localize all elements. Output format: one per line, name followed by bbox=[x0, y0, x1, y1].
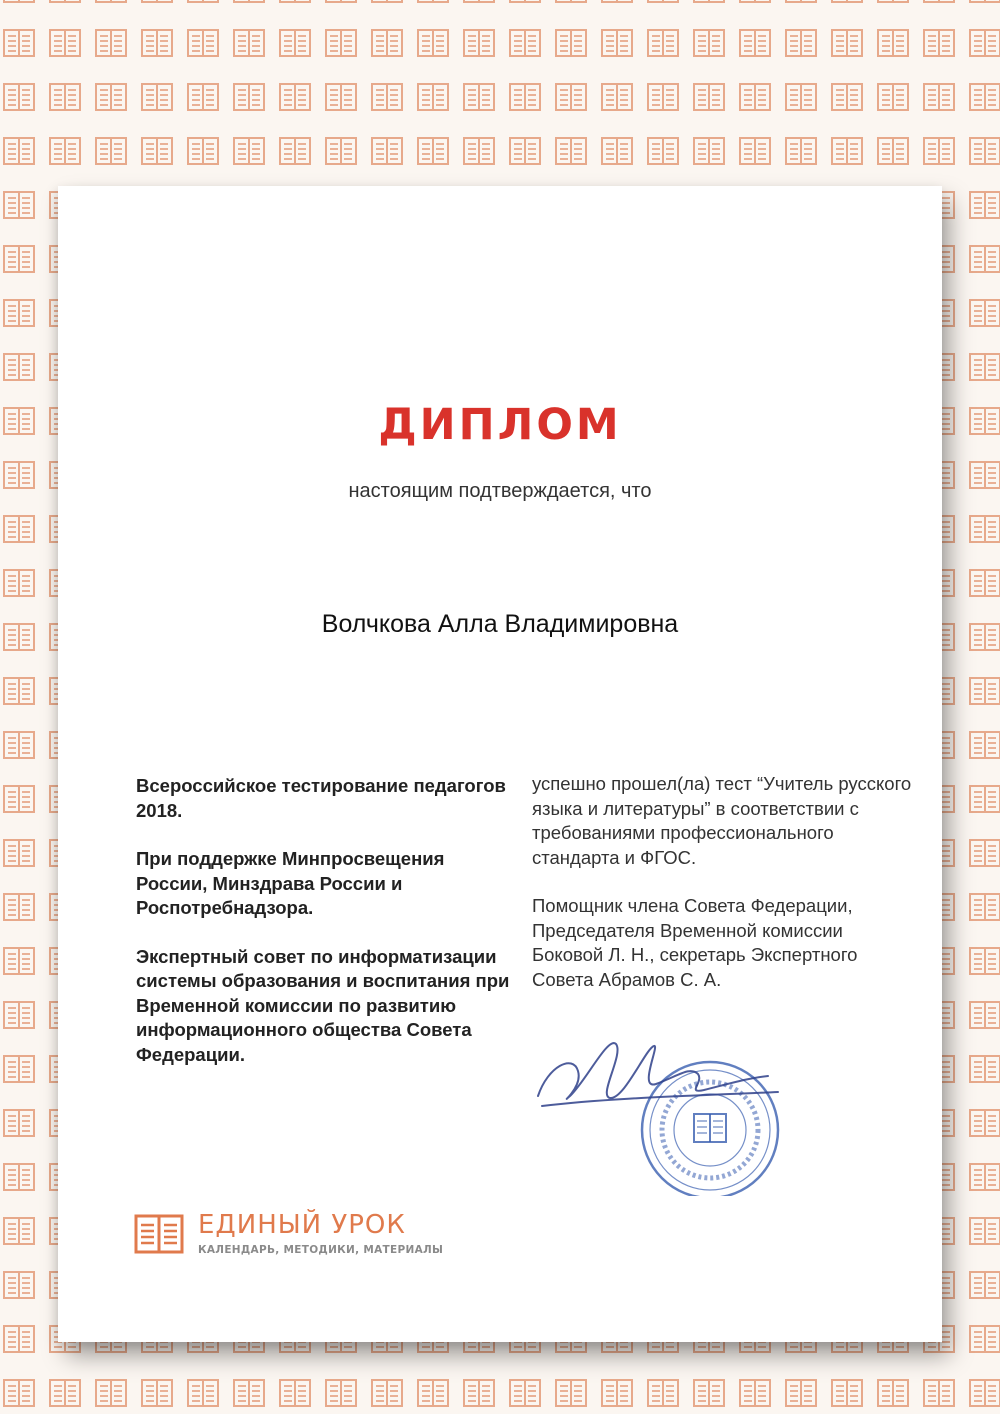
diploma-sheet bbox=[58, 186, 942, 1342]
handwritten-signature bbox=[538, 1043, 778, 1106]
signatory-text: Помощник члена Совета Федерации, Председателя Временной комиссии Боковой Л. Н., секретарь Экспертного Совета Абрамов С. А. bbox=[532, 895, 858, 990]
book-logo-icon bbox=[134, 1214, 184, 1254]
organizers-column bbox=[136, 774, 516, 1091]
confirmation-text: настоящим подтверждается, что bbox=[348, 480, 652, 502]
brand-logo bbox=[134, 1210, 464, 1260]
brand-tagline: КАЛЕНДАРЬ, МЕТОДИКИ, МАТЕРИАЛЫ bbox=[198, 1244, 444, 1256]
recipient-name: Волчкова Алла Владимировна bbox=[321, 610, 679, 638]
diploma-title: ДИПЛОМ bbox=[378, 400, 622, 450]
signature-and-stamp bbox=[528, 1026, 798, 1196]
brand-name: ЕДИНЫЙ УРОК bbox=[198, 1210, 406, 1240]
test-result-text: успешно прошел(ла) тест “Учитель русского языка и литературы” в соответствии с требованиями профессионального стандарта и ФГОС. bbox=[532, 773, 912, 868]
support-text: При поддержке Минпросвещения России, Минздрава России и Роспотребнадзора. bbox=[136, 848, 445, 918]
result-column bbox=[532, 772, 912, 1016]
council-text: Экспертный совет по информатизации системы образования и воспитания при Временной комиссии по развитию информационного общества Совета Федерации. bbox=[136, 945, 510, 1065]
event-name: Всероссийское тестирование педагогов 2018. bbox=[136, 775, 506, 821]
